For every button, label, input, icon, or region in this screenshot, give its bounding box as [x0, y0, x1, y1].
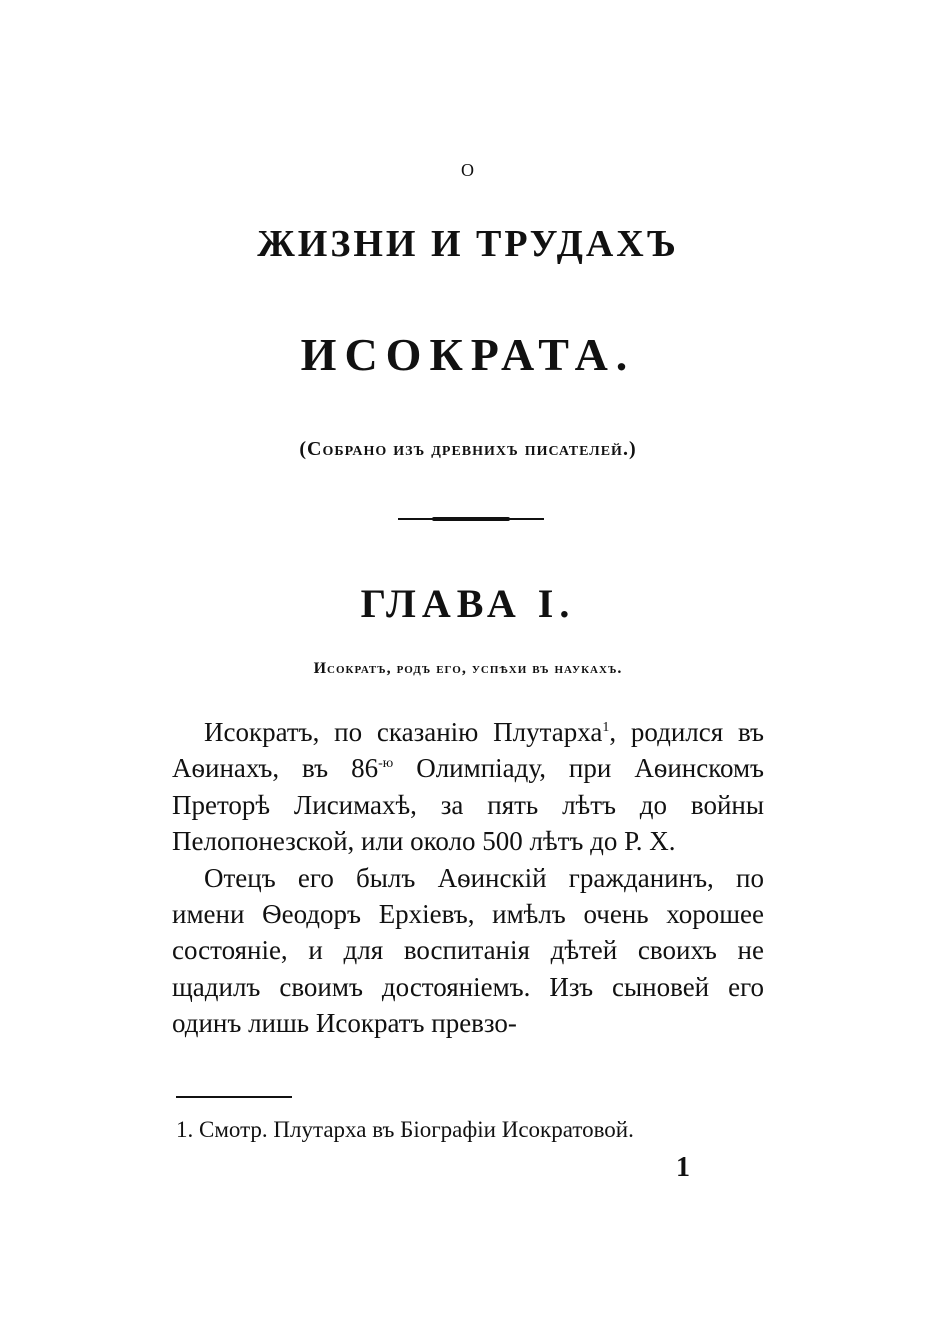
- paragraph-2: Отецъ его былъ Аѳинскій гражданинъ, по имени Ѳеодоръ Ерхіевъ, имѣлъ очень хорошее состояніе, и для воспитанія дѣтей своихъ не щадилъ своимъ достояніемъ. Изъ сыновей его одинъ лишь Исократъ превзо-: [172, 862, 764, 1039]
- chapter-summary: Исократъ, родъ его, успѣхи въ наукахъ.: [313, 660, 623, 677]
- ornamental-divider: [398, 518, 544, 520]
- paragraph-1: [172, 714, 764, 860]
- paragraph-1-end: Олимпіаду, при Аѳинскомъ Преторѣ Лисимахѣ, за пять лѣтъ до войны Пелопонезской, или около 500 лѣтъ до Р. X.: [172, 753, 764, 857]
- footnote: 1. Смотр. Плутарха въ Біографіи Исократовой.: [176, 1117, 634, 1142]
- pre-title: О: [461, 160, 475, 180]
- title-line-2: ИСОКРАТА.: [300, 329, 636, 380]
- subtitle: (Собрано изъ древнихъ писателей.): [299, 438, 637, 460]
- chapter-heading: ГЛАВА I.: [360, 581, 576, 626]
- footnote-rule: [176, 1096, 292, 1098]
- page-number: 1: [676, 1152, 690, 1183]
- paragraph-1-middle: , родился въ Аѳинахъ, въ 86: [172, 717, 764, 784]
- footnote-ref: 1: [602, 720, 610, 735]
- ordinal-suffix: -ю: [378, 756, 394, 772]
- title-line-1: ЖИЗНИ И ТРУДАХЪ: [257, 223, 679, 265]
- paragraph-1-start: Исократъ, по сказанію Плутарха: [204, 717, 603, 747]
- body-text: [172, 714, 764, 1042]
